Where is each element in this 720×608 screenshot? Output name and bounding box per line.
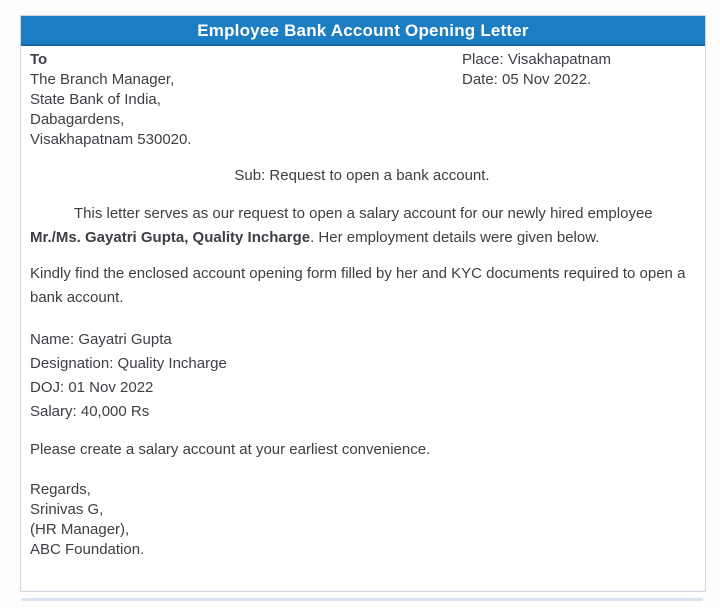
intro-paragraph-pre: This letter serves as our request to open a salary account for our newly hired employee xyxy=(74,205,653,222)
closing-request: Please create a salary account at your earliest convenience. xyxy=(30,441,431,458)
place-date-block xyxy=(462,50,694,150)
recipient-line: The Branch Manager, xyxy=(30,71,175,88)
signature-name: Srinivas G, xyxy=(30,501,104,518)
detail-name: Name: Gayatri Gupta xyxy=(30,331,172,348)
recipient-line: Dabagardens, xyxy=(30,111,125,128)
signature-role: (HR Manager), xyxy=(30,521,130,538)
detail-salary: Salary: 40,000 Rs xyxy=(30,403,150,420)
address-meta-row xyxy=(30,50,694,150)
signature-org: ABC Foundation. xyxy=(30,541,145,558)
date-line: Date: 05 Nov 2022. xyxy=(462,71,592,88)
recipient-line: Visakhapatnam 530020. xyxy=(30,131,192,148)
intro-paragraph-post: . Her employment details were given below. xyxy=(310,229,600,246)
enclosure-paragraph: Kindly find the enclosed account opening form filled by her and KYC documents required to open a bank account. xyxy=(30,265,686,306)
to-label: To xyxy=(30,51,48,68)
employment-details xyxy=(30,328,694,424)
signature-regards: Regards, xyxy=(30,481,91,498)
detail-designation: Designation: Quality Incharge xyxy=(30,355,227,372)
letter-document xyxy=(20,15,706,592)
employee-name-bold: Mr./Ms. Gayatri Gupta, Quality Incharge xyxy=(30,229,311,246)
place-line: Place: Visakhapatnam xyxy=(462,51,611,68)
recipient-line: State Bank of India, xyxy=(30,91,161,108)
detail-doj: DOJ: 01 Nov 2022 xyxy=(30,379,154,396)
letter-body xyxy=(21,46,705,560)
signature-block xyxy=(30,480,694,560)
recipient-address xyxy=(30,50,192,150)
intro-paragraph xyxy=(30,202,694,250)
next-section-edge xyxy=(21,598,703,601)
letter-title-bar: Employee Bank Account Opening Letter xyxy=(21,16,705,46)
subject-line: Sub: Request to open a bank account. xyxy=(234,167,490,184)
